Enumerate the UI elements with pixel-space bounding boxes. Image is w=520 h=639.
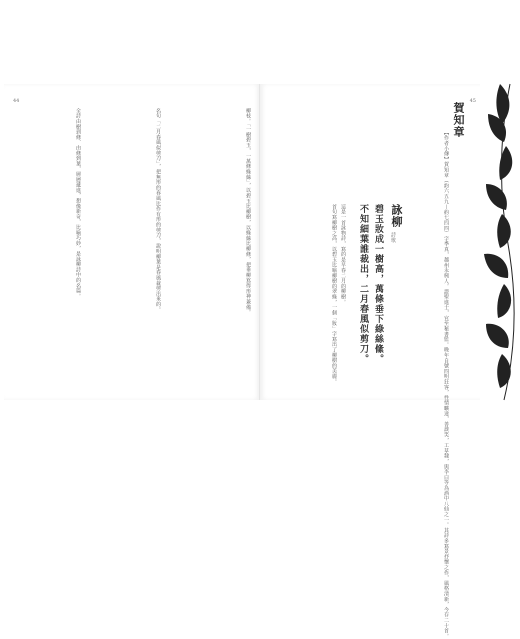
note-intro: 這是一首詠物詩，寫的是早春二月的柳樹。 xyxy=(340,204,346,305)
left-page xyxy=(4,84,260,400)
plant-decoration-icon xyxy=(480,84,516,400)
page-number-right: 45 xyxy=(469,98,476,104)
left-paragraph-3: 全詩由樹到條、由條到葉，層層遞進，想像新奇，比喻巧妙，是詠柳詩中的名篇。 xyxy=(75,108,81,299)
poem-marker: 詩歌 xyxy=(390,232,396,243)
commentary-1: 首句寫柳樹之高，以碧玉比喻柳樹的翠綠，一個「妝」字寫出了柳樹的美麗。 xyxy=(331,204,337,385)
page-number-left: 44 xyxy=(13,98,20,104)
author-bio: 【作者小傳】賀知章（約六五九—約七四四）字季真，越州永興人。證聖進士，官至秘書監。晚年自號四明狂客，性情曠達，善談笑，工草隸，與李白等為酒中八仙之一。其詩多寫景抒懷之作，風格清新，今存二十首。 xyxy=(443,130,449,639)
right-page xyxy=(260,84,516,639)
verse-1: 碧玉妝成一樹高，萬條垂下綠絲絛。 xyxy=(373,204,383,364)
left-paragraph-2: 名句「二月春風似剪刀」，把無形的春風比作有形的剪刀，說明柳葉是春風裁剪出來的。 xyxy=(155,108,161,313)
left-paragraph-1: 柳枝。「一樹碧玉，一萬條綠絲」，以碧玉比柳樹，以綠絲比柳條，把垂柳寫得形神兼備。 xyxy=(245,108,251,315)
verse-2: 不知細葉誰裁出，二月春風似剪刀。 xyxy=(358,204,368,364)
author-heading: 賀知章 xyxy=(452,102,465,138)
poem-title: 詠柳 xyxy=(390,204,403,228)
open-book-spread xyxy=(4,84,516,639)
